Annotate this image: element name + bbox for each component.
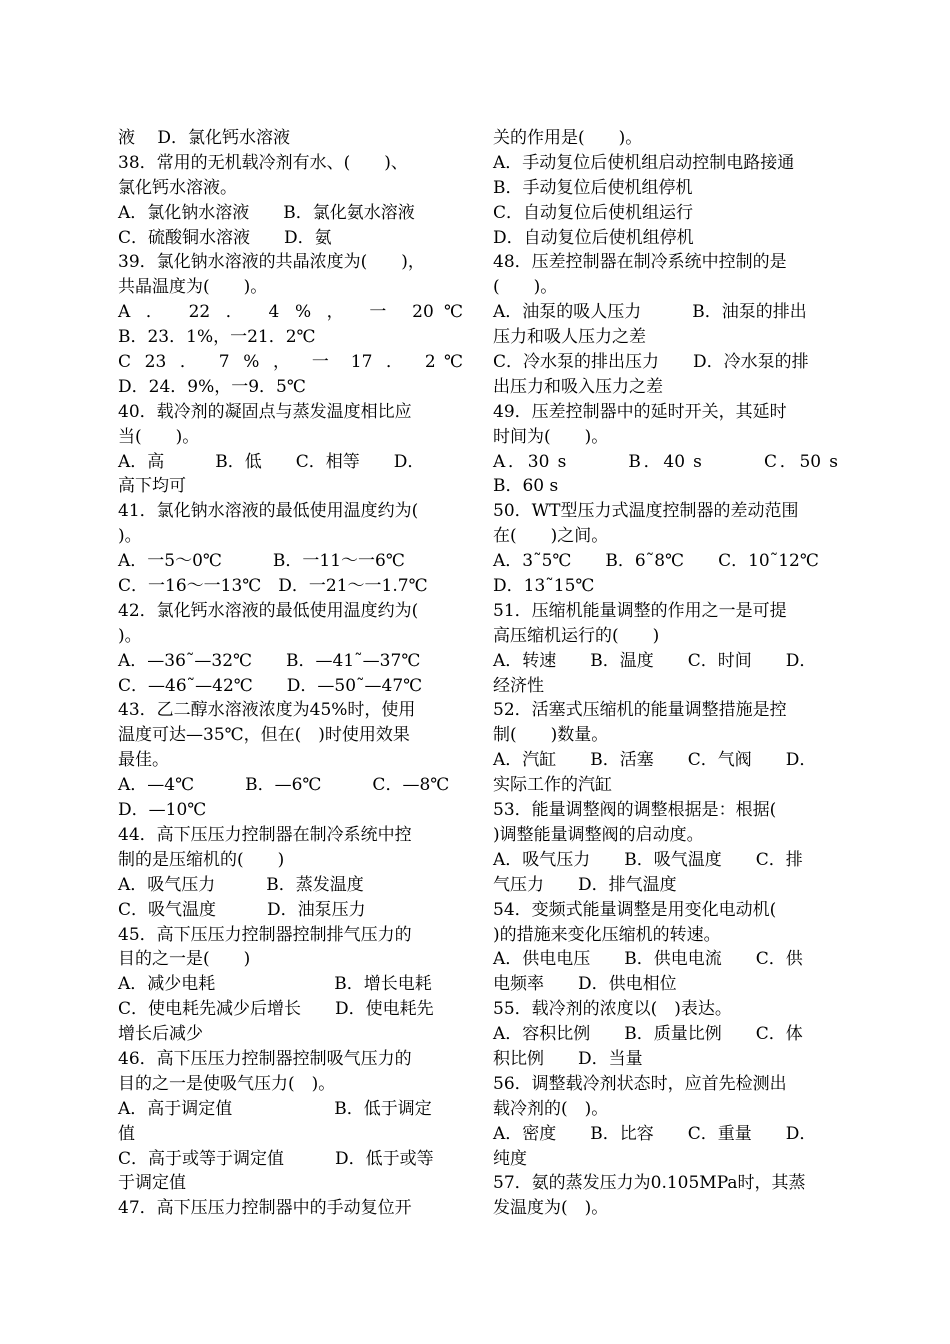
text-line: A．油泵的吸人压力 B．油泵的排出: [493, 302, 807, 323]
text-line: 最佳。: [118, 750, 169, 771]
text-line: D．13˜15℃: [493, 576, 595, 597]
text-line: D．—10℃: [118, 800, 207, 821]
text-line: A．—4℃ B．—6℃ C．—8℃: [118, 775, 450, 796]
text-line: B．60 s: [493, 476, 559, 497]
text-line: 出压力和吸入压力之差: [493, 376, 663, 397]
text-line: A．吸气压力 B．蒸发温度: [118, 874, 364, 895]
text-line: 制的是压缩机的( ): [118, 849, 285, 870]
text-line: C．—46˜—42℃ D．—50˜—47℃: [118, 675, 423, 696]
text-line: C．高于或等于调定值 D．低于或等: [118, 1148, 434, 1169]
text-line: 当( )。: [118, 426, 200, 447]
text-line: A．减少电耗 B．增长电耗: [118, 974, 432, 995]
text-line: 43．乙二醇水溶液浓度为45%时，使用: [118, 700, 416, 721]
text-line: 41．氯化钠水溶液的最低使用温度约为(: [118, 501, 419, 522]
text-line: 48．压差控制器在制冷系统中控制的是: [493, 252, 787, 273]
text-line: 纯度: [493, 1148, 527, 1169]
text-line: D．自动复位后使机组停机: [493, 227, 694, 248]
text-line: 共晶温度为( )。: [118, 277, 268, 298]
text-line: C．硫酸铜水溶液 D．氨: [118, 227, 332, 248]
text-line: A．氯化钠水溶液 B．氯化氨水溶液: [118, 202, 415, 223]
text-line: D．24．9%，一9．5℃: [118, 376, 306, 397]
text-line: 44．高下压压力控制器在制冷系统中控: [118, 824, 412, 845]
text-line: 液 D．氯化钙水溶液: [118, 128, 291, 148]
text-line: 52．活塞式压缩机的能量调整措施是控: [493, 700, 787, 721]
text-line: C．使电耗先减少后增长 D．使电耗先: [118, 999, 434, 1020]
text-line: 氯化钙水溶液。: [118, 177, 237, 198]
text-line: A．一5～0℃ B．一11～一6℃: [118, 551, 405, 572]
text-line: B．23．1%，一21．2℃: [118, 327, 316, 348]
text-line: C 23 ． 7 % ， 一 17 ． 2℃: [118, 352, 463, 373]
text-line: A．供电电压 B．供电电流 C．供: [493, 949, 803, 970]
text-line: 57．氨的蒸发压力为0.105MPa时，其蒸: [493, 1173, 806, 1194]
text-line: A．密度 B．比容 C．重量 D．: [493, 1123, 817, 1144]
text-line: 温度可达—35℃，但在( )时使用效果: [118, 725, 410, 746]
text-line: A．吸气压力 B．吸气温度 C．排: [493, 849, 803, 870]
text-line: 积比例 D．当量: [493, 1048, 643, 1069]
text-line: 制( )数量。: [493, 725, 609, 746]
text-line: 49．压差控制器中的延时开关，其延时: [493, 401, 787, 422]
text-line: 目的之一是( ): [118, 949, 251, 970]
text-line: A．—36˜—32℃ B．—41˜—37℃: [118, 650, 421, 671]
text-line: 42．氯化钙水溶液的最低使用温度约为(: [118, 600, 419, 621]
text-line: 39．氯化钠水溶液的共晶浓度为( )，: [118, 252, 425, 273]
text-line: 经济性: [493, 675, 544, 696]
left-text-column: [118, 126, 463, 1221]
text-line: 53．能量调整阀的调整根据是：根据(: [493, 800, 777, 821]
text-line: C．吸气温度 D．油泵压力: [118, 899, 366, 920]
text-line: A ． 22 ． 4 % ， 一 20℃: [118, 302, 463, 323]
text-line: )调整能量调整阀的启动度。: [493, 824, 704, 845]
text-line: 56．调整载冷剂状态时，应首先检测出: [493, 1073, 787, 1094]
text-line: 载冷剂的( )。: [493, 1098, 609, 1119]
text-line: 50．WT型压力式温度控制器的差动范围: [493, 501, 799, 522]
text-line: 压力和吸人压力之差: [493, 327, 646, 348]
text-line: 54．变频式能量调整是用变化电动机(: [493, 899, 777, 920]
text-line: 55．载冷剂的浓度以( )表达。: [493, 999, 732, 1020]
text-line: C．自动复位后使机组运行: [493, 202, 694, 223]
text-line: A．3˜5℃ B．6˜8℃ C．10˜12℃: [493, 551, 819, 572]
text-line: 值: [118, 1123, 135, 1144]
text-line: 关的作用是( )。: [493, 128, 643, 148]
text-line: 于调定值: [118, 1173, 186, 1194]
text-line: 发温度为( )。: [493, 1198, 609, 1219]
text-line: A．高于调定值 B．低于调定: [118, 1098, 432, 1119]
text-line: 38．常用的无机载冷剂有水、( )、: [118, 152, 408, 173]
text-line: 45．高下压压力控制器控制排气压力的: [118, 924, 412, 945]
text-line: 40．载冷剂的凝固点与蒸发温度相比应: [118, 401, 412, 422]
text-line: 47．高下压压力控制器中的手动复位开: [118, 1198, 412, 1219]
text-line: 在( )之间。: [493, 526, 609, 547]
text-line: 时间为( )。: [493, 426, 609, 447]
text-line: 实际工作的汽缸: [493, 775, 612, 796]
right-text-column: [493, 126, 838, 1221]
text-line: 46．高下压压力控制器控制吸气压力的: [118, 1048, 412, 1069]
text-line: A．转速 B．温度 C．时间 D．: [493, 650, 817, 671]
text-line: )的措施来变化压缩机的转速。: [493, 924, 721, 945]
text-line: A．汽缸 B．活塞 C．气阀 D．: [493, 750, 817, 771]
text-line: B．手动复位后使机组停机: [493, 177, 693, 198]
text-line: C．一16～一13℃ D．一21～一1.7℃: [118, 576, 428, 597]
text-line: C．冷水泵的排出压力 D．冷水泵的排: [493, 352, 809, 373]
text-line: ( )。: [493, 277, 558, 298]
text-line: 51．压缩机能量调整的作用之一是可提: [493, 600, 787, 621]
text-line: 电频率 D．供电相位: [493, 974, 677, 995]
text-line: )。: [118, 526, 142, 547]
text-line: A．高 B．低 C．相等 D．: [118, 451, 425, 472]
text-line: 高下均可: [118, 476, 186, 497]
text-line: A．30 s B．40 s C．50 s: [493, 451, 838, 472]
text-line: 高压缩机运行的( ): [493, 625, 660, 646]
text-line: 目的之一是使吸气压力( )。: [118, 1073, 336, 1094]
text-line: 气压力 D．排气温度: [493, 874, 677, 895]
text-line: A．手动复位后使机组启动控制电路接通: [493, 152, 795, 173]
text-line: A．容积比例 B．质量比例 C．体: [493, 1024, 803, 1045]
text-line: 增长后减少: [118, 1024, 203, 1045]
text-line: )。: [118, 625, 142, 646]
